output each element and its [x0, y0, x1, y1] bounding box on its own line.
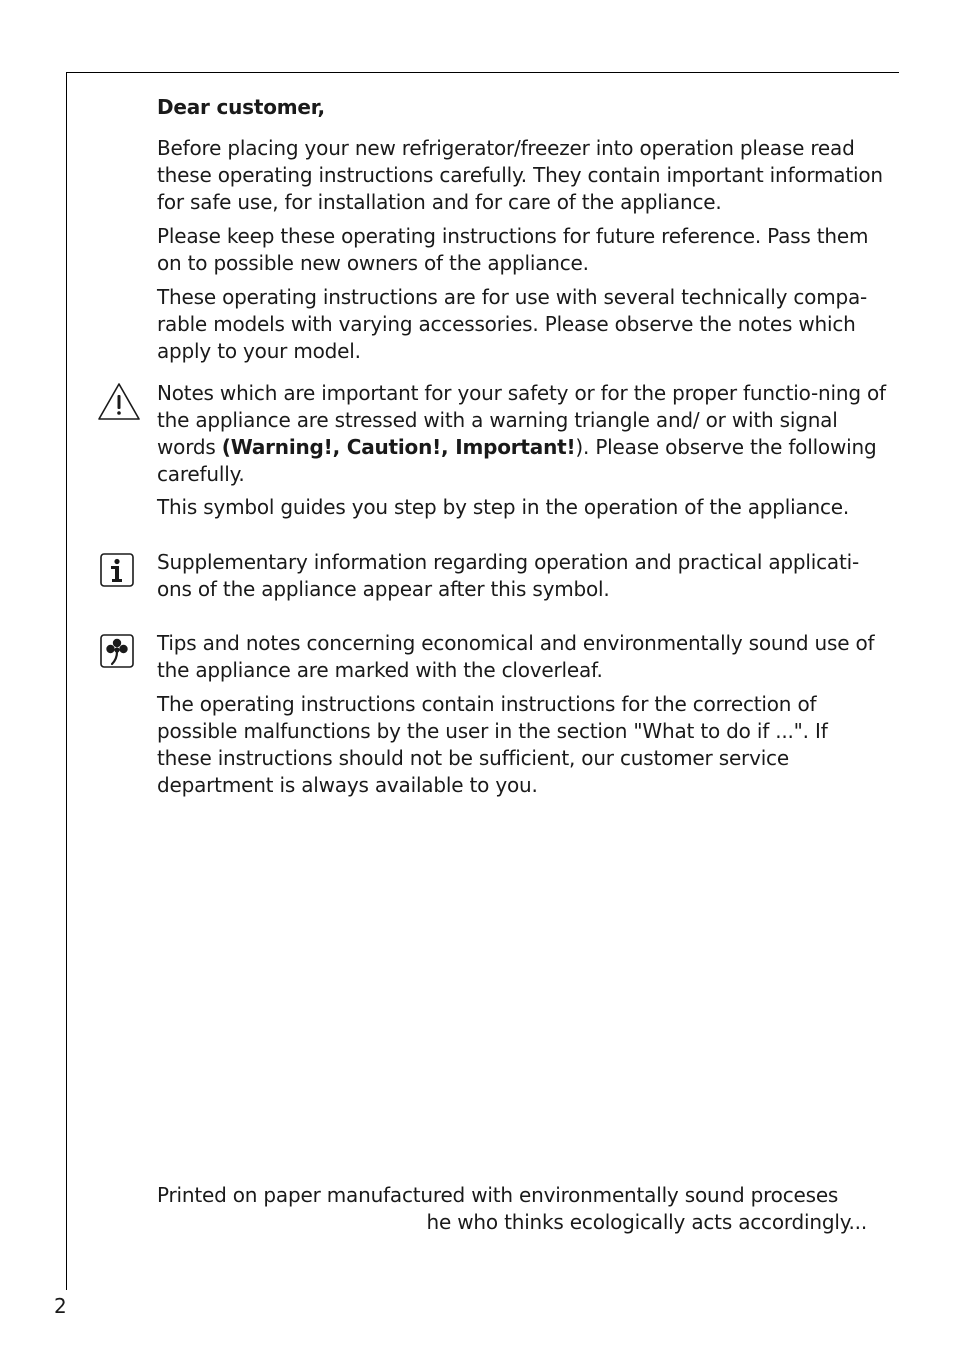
warning-paragraph — [157, 380, 887, 488]
intro-text: Before placing your new refrigerator/freezer into operation please read these operating instructions carefully. They contain important information for safe use, for installation and for care of the appliance. — [157, 136, 883, 214]
info-paragraph — [157, 549, 887, 603]
greeting-text: Dear customer, — [157, 95, 325, 119]
warning-text — [157, 380, 887, 488]
intro-paragraph — [157, 135, 887, 216]
clover-text: Tips and notes concerning economical and environmentally sound use of the appliance are marked with the cloverleaf. — [157, 631, 875, 682]
warning-text-start: Notes which are important for your safety or for the proper functio-ning of the appliance are stressed with a warning triangle and/ or with signal words — [157, 381, 886, 459]
warning-text-end: ). Please observe the following carefully. — [157, 435, 877, 486]
greeting — [157, 94, 887, 121]
page-number: 2 — [54, 1294, 67, 1318]
left-rule — [66, 72, 67, 1290]
cloverleaf-icon — [100, 634, 134, 672]
warning-triangle-icon — [96, 381, 142, 427]
top-rule — [66, 72, 899, 73]
models-text: These operating instructions are for use with several technically compa-rable models with varying accessories. Please observe the notes which apply to your model. — [157, 285, 868, 363]
models-paragraph — [157, 284, 887, 365]
footer-line-1: Printed on paper manufactured with environmentally sound proceses — [157, 1183, 839, 1207]
malfunction-text: The operating instructions contain instructions for the correction of possible malfunctions by the user in the section "What to do if ...". If these instructions should not be sufficient, our customer service department is always available to you. — [157, 692, 828, 797]
step-paragraph — [157, 494, 887, 521]
footer-note — [157, 1182, 867, 1236]
step-text: This symbol guides you step by step in the operation of the appliance. — [157, 495, 850, 519]
info-text: Supplementary information regarding operation and practical applicati-ons of the appliance appear after this symbol. — [157, 550, 860, 601]
keep-instructions-text: Please keep these operating instructions for future reference. Pass them on to possible new owners of the appliance. — [157, 224, 869, 275]
clover-paragraph — [157, 630, 887, 684]
info-icon — [100, 553, 134, 591]
malfunction-paragraph — [157, 691, 887, 799]
keep-instructions-paragraph — [157, 223, 887, 277]
footer-line-2: he who thinks ecologically acts accordingly... — [426, 1210, 867, 1234]
signal-words: (Warning!, Caution!, Important! — [221, 435, 576, 459]
